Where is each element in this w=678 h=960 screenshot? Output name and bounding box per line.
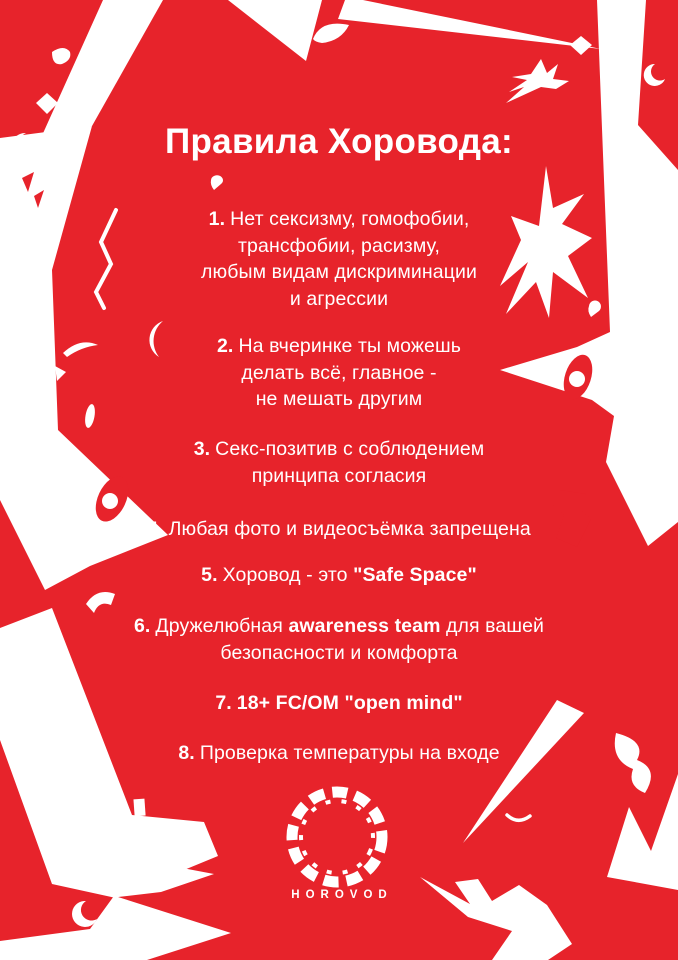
small-rect-icon [133, 799, 145, 817]
shape-top-wedge [228, 0, 322, 61]
rule-8 [0, 740, 678, 767]
diamond-top-right-icon [570, 36, 592, 55]
rule-text: Проверка температуры на входе [199, 742, 500, 764]
crescent-bottom-left-icon [72, 901, 97, 927]
rule-5 [0, 562, 678, 589]
rule-text: не мешать другим [255, 388, 423, 410]
logo-wordmark: HOROVOD [291, 889, 393, 901]
rule-number: 2. [216, 335, 234, 357]
rule-text: Любая фото и видеосъёмка запрещена [168, 518, 531, 540]
rule-4 [0, 516, 678, 543]
rule-text-bold: awareness team [288, 615, 441, 637]
confetti-comma-icon [52, 48, 70, 64]
rule-text: Нет сексизму, гомофобии, [230, 208, 470, 230]
leaf-icon [313, 24, 349, 43]
rule-number: 8. [178, 742, 195, 764]
rule-text: безопасности и комфорта [220, 641, 458, 664]
rule-text: трансфобии, расизму, [238, 234, 440, 257]
rule-text-bold: 18+ FC/OM "open mind" [236, 692, 463, 714]
tilde-icon [86, 592, 115, 613]
shape-top-sliver [338, 0, 601, 49]
rule-3 [0, 436, 678, 489]
rule-text: Хоровод - это [222, 564, 354, 586]
page-title: Правила Хоровода: [165, 122, 513, 161]
rule-6 [0, 613, 678, 666]
rule-number: 1. [208, 208, 226, 230]
rule-7 [0, 690, 678, 717]
rule-number: 7. [215, 692, 232, 714]
rule-number: 3. [193, 438, 211, 460]
rule-text: принципа согласия [251, 464, 427, 487]
rule-text: любым видам дискриминации [201, 261, 477, 283]
shape-bottom-right-wedge [463, 700, 584, 843]
rule-text: Дружелюбная [155, 615, 289, 637]
rule-2 [0, 333, 678, 413]
bird-figure-icon [506, 59, 569, 103]
eye-left-pupil [102, 493, 118, 509]
smile-arc-icon [507, 815, 530, 820]
circle-dance-ring-icon [290, 790, 384, 884]
rule-1 [0, 206, 678, 312]
rule-text: для вашей [440, 615, 545, 637]
rule-text: На вчеринке ты можешь [238, 335, 461, 357]
rule-text: Секс-позитив с соблюдением [215, 438, 485, 460]
shape-top-left-band [40, 0, 163, 140]
rule-number: 6. [133, 615, 151, 637]
rule-text: и агрессии [289, 287, 389, 310]
rule-text-bold: "Safe Space" [353, 564, 477, 586]
comma-under-title-icon [211, 175, 223, 190]
rule-number: 5. [201, 564, 218, 586]
crescent-top-right-icon [644, 64, 665, 86]
rule-number: 4. [147, 518, 164, 540]
rule-text: делать всё, главное - [241, 361, 437, 384]
